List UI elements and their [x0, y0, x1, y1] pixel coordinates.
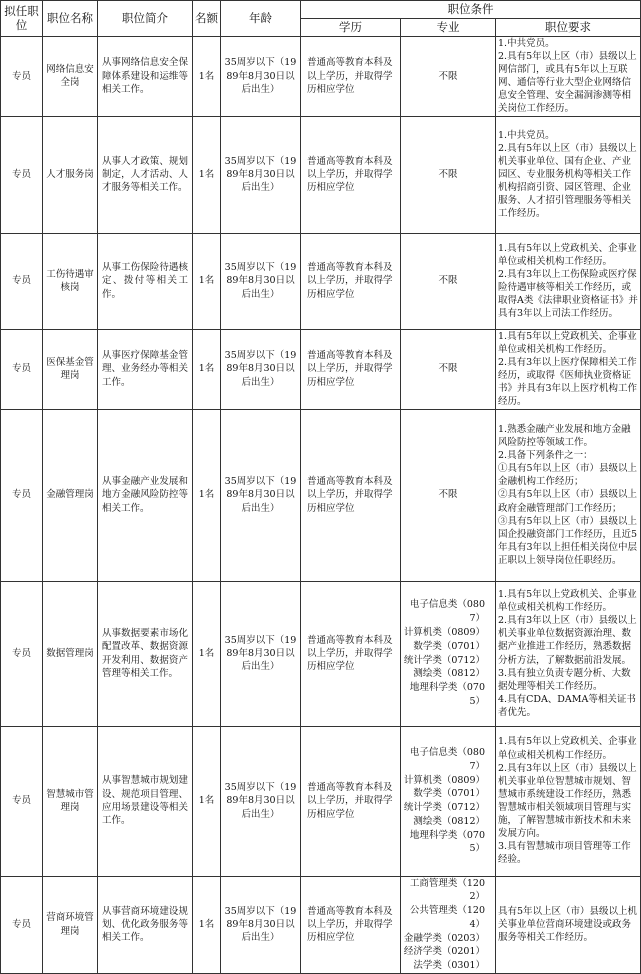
quota-cell: 1名 [193, 329, 221, 409]
position-intro-cell: 从事网络信息安全保障体系建设和运维等相关工作。 [98, 36, 193, 116]
education-cell: 普通高等教育本科及以上学历，并取得学历相应学位 [301, 581, 401, 726]
requirement-item: 2.具有3年以上区（市）县级以上机关事业单位智慧城市规划、智慧城市系统建设工作经历，熟悉智慧城市相关领域项目管理与实施，了解智慧城市新技术和未来发展方向。 [498, 762, 637, 840]
major-item: 地理科学类（0705） [409, 829, 485, 855]
major-cell [401, 876, 496, 973]
age-cell: 35周岁以下（1989年8月30日以后出生） [221, 581, 301, 726]
requirement-item: 4.具有CDA、DAMA等相关证书者优先。 [498, 693, 636, 718]
position-intro-cell: 从事医疗保障基金管理、业务经办等相关工作。 [98, 329, 193, 409]
education-cell: 普通高等教育本科及以上学历，并取得学历相应学位 [301, 233, 401, 329]
table-row [1, 36, 641, 116]
requirement-item: 2.具有3年以上工伤保险或医疗保险待遇审核等相关工作经历，或取得A类《法律职业资格证书》并具有3年以上司法工作经历。 [498, 268, 638, 320]
age-cell: 35周岁以下（1989年8月30日以后出生） [221, 36, 301, 116]
education-cell: 普通高等教育本科及以上学历，并取得学历相应学位 [301, 409, 401, 581]
requirement-item: 具有5年以上区（市）县级以上机关事业单位营商环境建设或政务服务等相关工作经历。 [498, 906, 638, 944]
quota-cell: 1名 [193, 409, 221, 581]
requirement-item: 1.中共党员。 [498, 37, 555, 49]
requirement-item: 1.熟悉金融产业发展和地方金融风险防控等领域工作。 [498, 423, 631, 449]
quota-cell: 1名 [193, 726, 221, 876]
requirements-cell [496, 726, 641, 876]
table-row [1, 233, 641, 329]
rank-cell: 专员 [1, 116, 43, 233]
major-item: 电子信息类（0807） [409, 599, 485, 625]
major-cell: 不限 [401, 329, 496, 409]
header-intro: 职位简介 [98, 1, 193, 37]
header-quota: 名额 [193, 1, 221, 37]
header-major: 专业 [401, 18, 496, 36]
requirement-item: ②具有5年以上区（市）县级以上政府金融管理部门工作经历； [498, 489, 638, 514]
major-cell [401, 581, 496, 726]
major-cell [401, 726, 496, 876]
table-row [1, 876, 641, 973]
position-name-cell: 网络信息安全岗 [43, 36, 98, 116]
major-cell: 不限 [401, 409, 496, 581]
education-cell: 普通高等教育本科及以上学历，并取得学历相应学位 [301, 329, 401, 409]
header-requirements: 职位要求 [496, 18, 641, 36]
position-name-cell: 数据管理岗 [43, 581, 98, 726]
major-item: 数学类（0701） [413, 788, 485, 800]
table-row [1, 116, 641, 233]
rank-cell: 专员 [1, 233, 43, 329]
requirement-item: 2.具有5年以上区（市）县级以上网信部门，或具有5年以上互联网、通信等行业大型企业网络信息安全管理、安全漏洞渗测等相关岗位工作经历。 [498, 50, 637, 115]
rank-cell: 专员 [1, 409, 43, 581]
requirements-cell [496, 233, 641, 329]
education-cell: 普通高等教育本科及以上学历，并取得学历相应学位 [301, 876, 401, 973]
age-cell: 35周岁以下（1989年8月30日以后出生） [221, 409, 301, 581]
age-cell: 35周岁以下（1989年8月30日以后出生） [221, 876, 301, 973]
requirement-item: 3.具有智慧城市项目管理等工作经验。 [498, 841, 631, 866]
position-intro-cell: 从事工伤保险待遇核定、拨付等相关工作。 [98, 233, 193, 329]
requirement-item: 1.具有5年以上党政机关、企事业单位或相关机构工作经历。 [498, 736, 637, 761]
header-position: 职位名称 [43, 1, 98, 37]
rank-cell: 专员 [1, 329, 43, 409]
requirements-cell [496, 329, 641, 409]
header-education: 学历 [301, 18, 401, 36]
table-row [1, 329, 641, 409]
position-name-cell: 工伤待遇审核岗 [43, 233, 98, 329]
education-cell: 普通高等教育本科及以上学历，并取得学历相应学位 [301, 116, 401, 233]
age-cell: 35周岁以下（1989年8月30日以后出生） [221, 726, 301, 876]
rank-cell: 专员 [1, 726, 43, 876]
requirement-item: 1.具有5年以上党政机关、企事业单位或相关机构工作经历。 [498, 588, 637, 614]
major-item: 计算机类（0809） [403, 627, 485, 638]
major-item: 数学类（0701） [413, 640, 485, 652]
position-name-cell: 人才服务岗 [43, 116, 98, 233]
major-cell: 不限 [401, 116, 496, 233]
major-cell: 不限 [401, 233, 496, 329]
rank-cell: 专员 [1, 36, 43, 116]
table-header [1, 1, 641, 37]
header-rank: 拟任职位 [1, 1, 43, 37]
table-row [1, 581, 641, 726]
requirements-cell [496, 581, 641, 726]
education-cell: 普通高等教育本科及以上学历，并取得学历相应学位 [301, 726, 401, 876]
quota-cell: 1名 [193, 233, 221, 329]
requirement-item: 1.具有5年以上党政机关、企事业单位或相关机构工作经历。 [498, 242, 637, 267]
requirements-cell [496, 876, 641, 973]
major-item: 计算机类（0809） [403, 774, 485, 786]
rank-cell: 专员 [1, 581, 43, 726]
position-name-cell: 医保基金管理岗 [43, 329, 98, 409]
header-age: 年龄 [221, 1, 301, 37]
major-item: 经济学类（0201） [403, 946, 485, 958]
table-row [1, 409, 641, 581]
major-cell: 不限 [401, 36, 496, 116]
requirement-item: 3.具有独立负责专题分析、大数据处理等相关工作经历。 [498, 667, 631, 692]
rank-cell: 专员 [1, 876, 43, 973]
position-intro-cell: 从事数据要素市场化配置改革、数据资源开发利用、数据资产管理等相关工作。 [98, 581, 193, 726]
requirements-cell [496, 36, 641, 116]
major-item: 公共管理类（1204） [409, 905, 485, 930]
requirement-item: 2.具备下列条件之一： [498, 450, 593, 462]
requirement-item: 1.具有5年以上党政机关、企事业单位或相关机构工作经历。 [498, 330, 637, 355]
major-item: 统计学类（0712） [403, 654, 485, 666]
major-item: 法学类（0301） [413, 960, 485, 972]
major-item: 测绘类（0812） [413, 815, 485, 827]
major-item: 地理科学类（0705） [409, 682, 485, 707]
position-name-cell: 金融管理岗 [43, 409, 98, 581]
requirement-item: ①具有5年以上区（市）县级以上金融机构工作经历； [498, 463, 638, 488]
position-name-cell: 智慧城市管理岗 [43, 726, 98, 876]
position-intro-cell: 从事营商环境建设规划、优化政务服务等相关工作。 [98, 876, 193, 973]
requirement-item: 2.具有3年以上医疗保障相关工作经历，或取得《医师执业资格证书》并具有3年以上医疗机构工作经历。 [498, 356, 638, 408]
header-conditions: 职位条件 [301, 1, 641, 19]
major-item: 测绘类（0812） [413, 668, 485, 680]
requirement-item: 1.中共党员。 [498, 129, 555, 141]
major-item: 工商管理类（1202） [409, 877, 485, 903]
major-item: 统计学类（0712） [403, 802, 485, 814]
education-cell: 普通高等教育本科及以上学历，并取得学历相应学位 [301, 36, 401, 116]
requirement-item: 2.具有5年以上区（市）县级以上机关事业单位、国有企业、产业园区、专业服务机构等相关工作机构招商引资、园区管理、企业服务、人才招引管理服务等相关工作经历。 [498, 142, 637, 220]
requirements-cell [496, 409, 641, 581]
quota-cell: 1名 [193, 876, 221, 973]
major-item: 金融学类（0203） [403, 932, 485, 944]
position-intro-cell: 从事人才政策、规划制定，人才活动、人才服务等相关工作。 [98, 116, 193, 233]
age-cell: 35周岁以下（1989年8月30日以后出生） [221, 329, 301, 409]
quota-cell: 1名 [193, 116, 221, 233]
quota-cell: 1名 [193, 36, 221, 116]
age-cell: 35周岁以下（1989年8月30日以后出生） [221, 116, 301, 233]
table-row [1, 726, 641, 876]
age-cell: 35周岁以下（1989年8月30日以后出生） [221, 233, 301, 329]
position-intro-cell: 从事智慧城市规划建设、规范项目管理、应用场景建设等相关工作。 [98, 726, 193, 876]
quota-cell: 1名 [193, 581, 221, 726]
major-item: 电子信息类（0807） [409, 746, 485, 772]
table-body [1, 36, 641, 973]
position-intro-cell: 从事金融产业发展和地方金融风险防控等相关工作。 [98, 409, 193, 581]
requirements-cell [496, 116, 641, 233]
position-name-cell: 营商环境管理岗 [43, 876, 98, 973]
requirement-item: 2.具有3年以上区（市）县级以上机关事业单位数据资源治理、数据产业推进工作经历，熟悉数据分析方法，了解数据前沿发展。 [498, 615, 637, 666]
requirement-item: ③具有5年以上区（市）县级以上国企投融资部门工作经历，且近5年具有3年以上担任相关岗位中层正职以上领导岗位任职经历。 [498, 515, 638, 567]
